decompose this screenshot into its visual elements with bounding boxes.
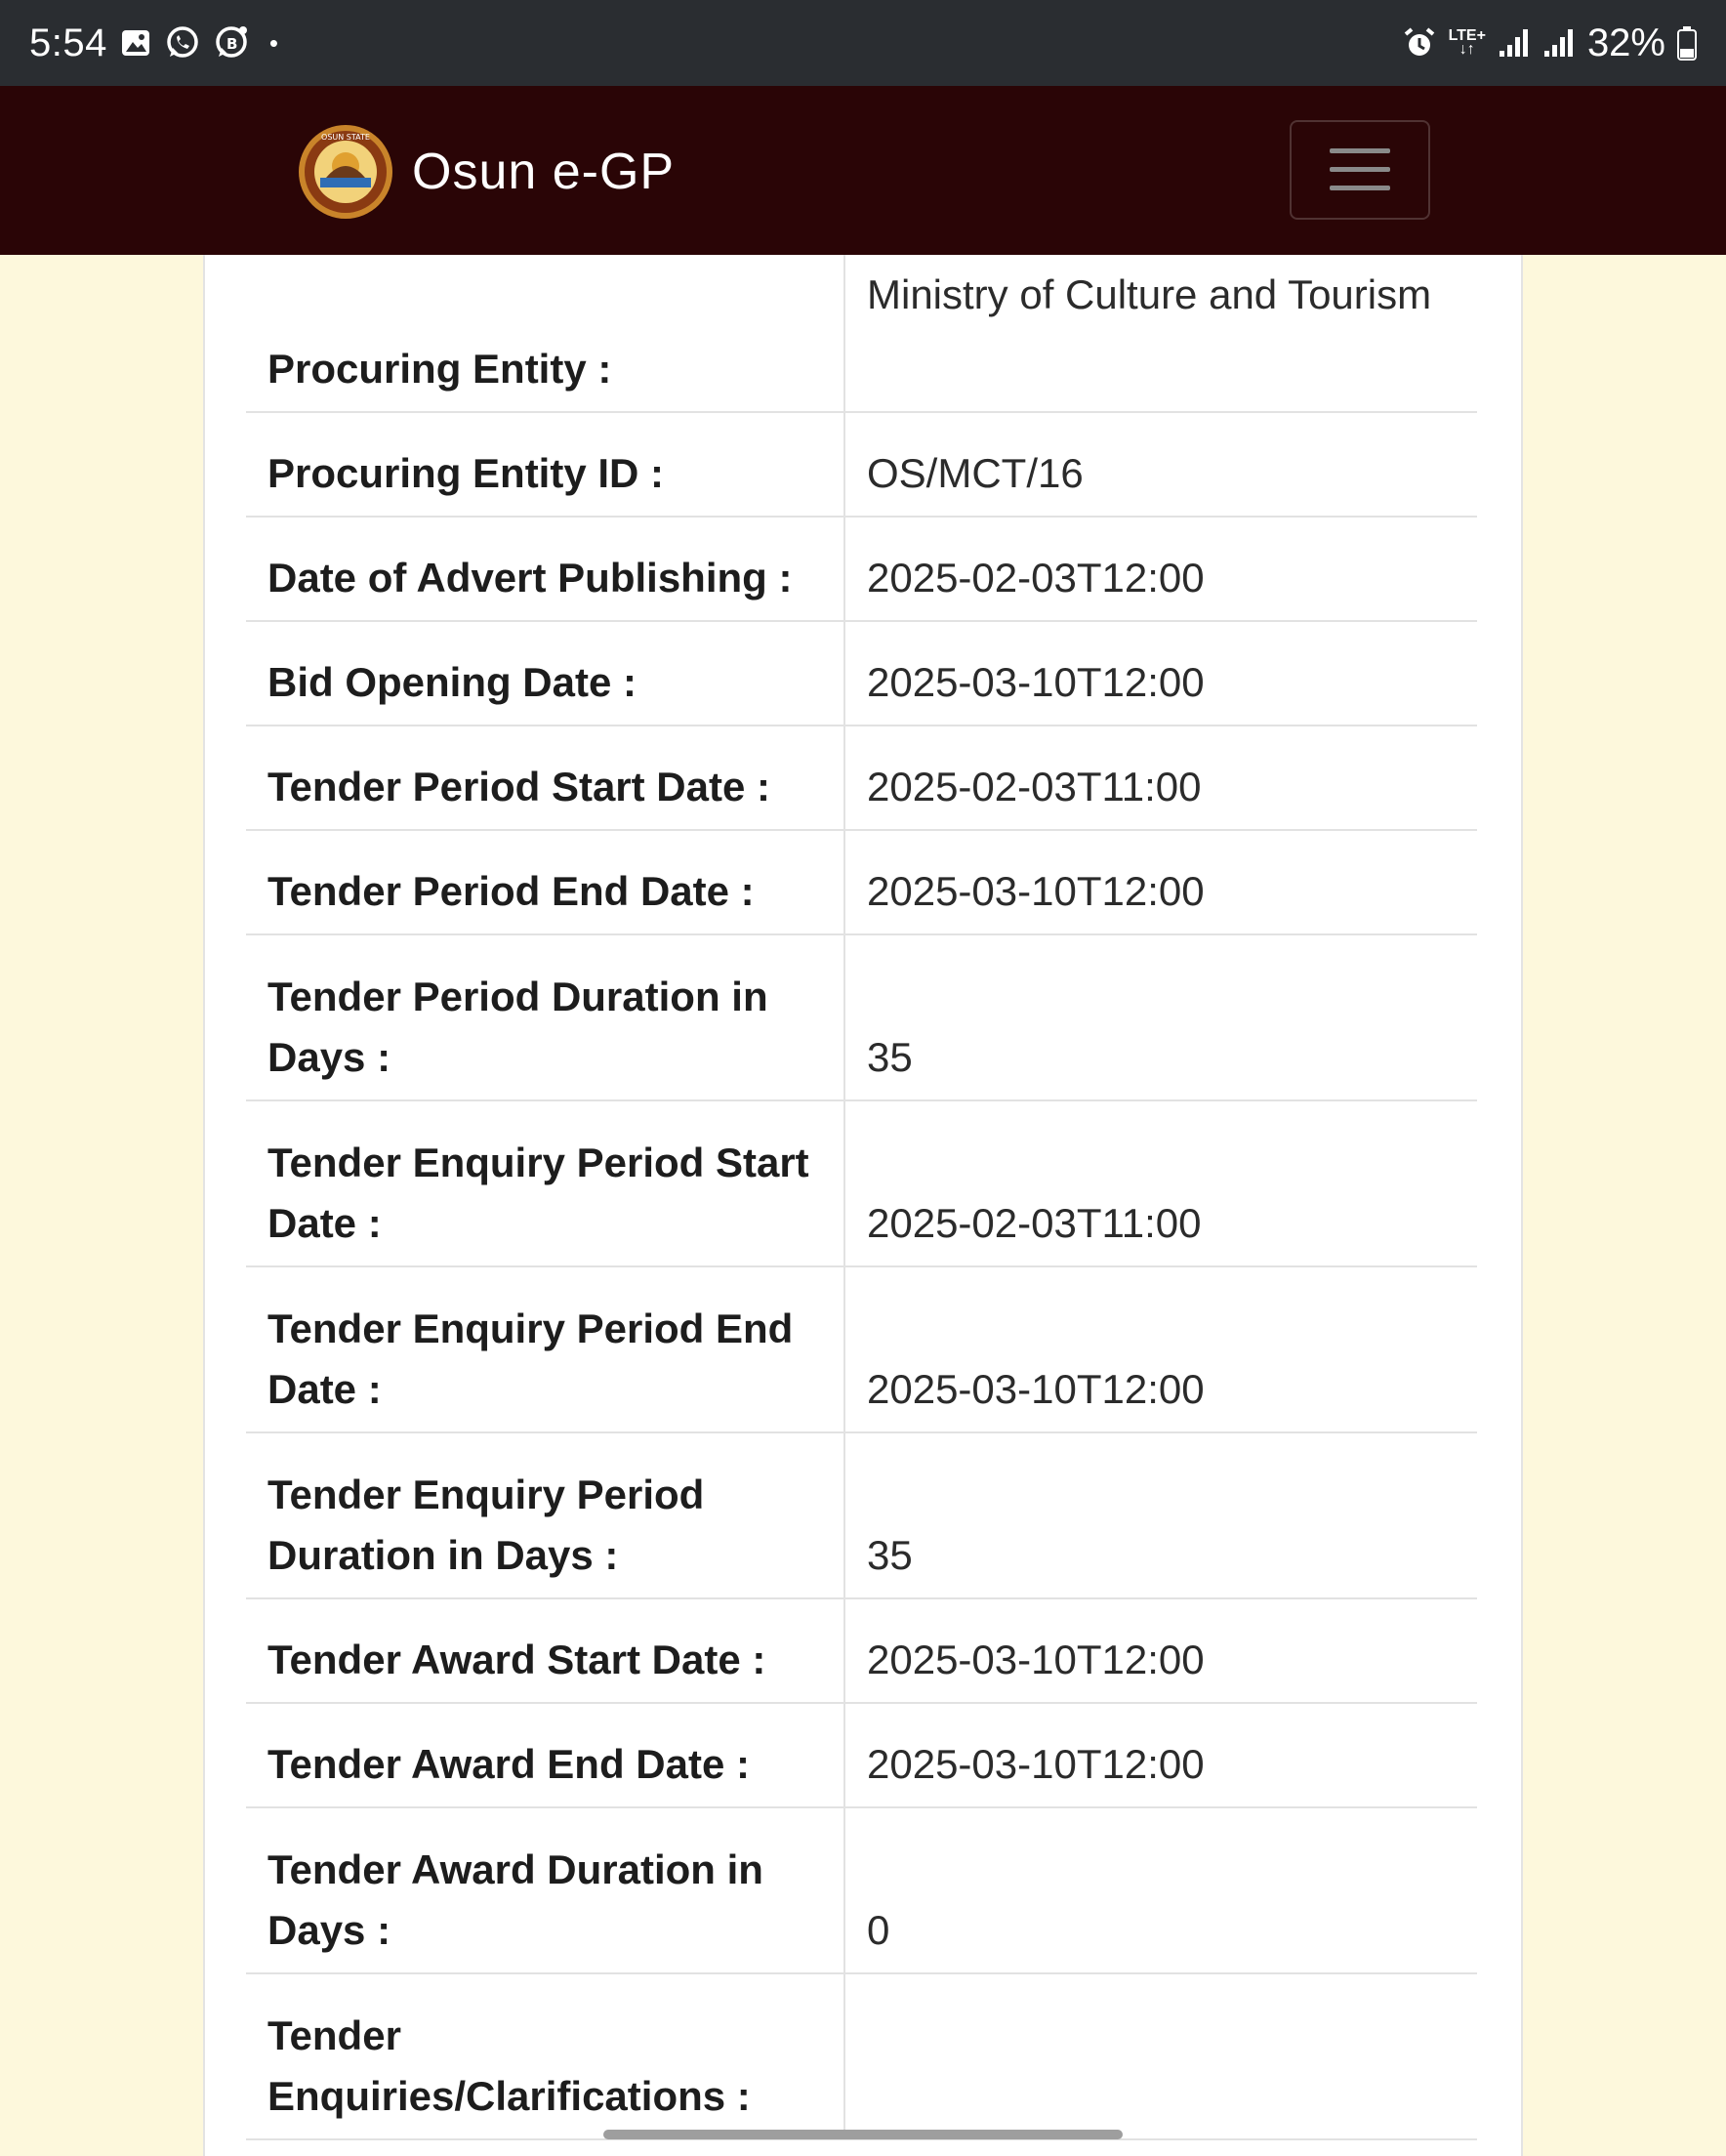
row-label: Tender Period Start Date : (246, 726, 844, 830)
table-row (246, 1807, 1477, 1973)
tender-details-table (246, 255, 1477, 2140)
row-label: Date of Advert Publishing : (246, 517, 844, 621)
row-value: 2025-02-03T11:00 (844, 1100, 1477, 1266)
whatsapp-icon (164, 24, 201, 62)
details-card (203, 255, 1523, 2156)
osun-state-logo (297, 123, 394, 221)
row-value (844, 1973, 1477, 2139)
table-row (246, 1432, 1477, 1598)
row-value: 0 (844, 1807, 1477, 1973)
table-row (246, 621, 1477, 726)
row-label: Tender Enquiry Period End Date : (246, 1266, 844, 1432)
whatsapp-business-icon (213, 24, 250, 62)
hamburger-icon (1328, 145, 1392, 194)
table-row (246, 726, 1477, 830)
network-label: LTE+ (1448, 27, 1486, 44)
table-row (246, 517, 1477, 621)
row-value: 2025-03-10T12:00 (844, 1703, 1477, 1807)
table-row (246, 1100, 1477, 1266)
brand-link[interactable] (297, 123, 675, 221)
signal-icon (1542, 27, 1576, 59)
row-value: 35 (844, 1432, 1477, 1598)
table-row (246, 1703, 1477, 1807)
row-label: Tender Enquiry Period Start Date : (246, 1100, 844, 1266)
row-value: 2025-03-10T12:00 (844, 621, 1477, 726)
gallery-icon (119, 26, 152, 60)
row-value: Ministry of Culture and Tourism (844, 255, 1477, 412)
table-row (246, 1973, 1477, 2139)
row-value: OS/MCT/16 (844, 412, 1477, 517)
table-row (246, 255, 1477, 412)
row-label: Bid Opening Date : (246, 621, 844, 726)
row-label: Tender Enquiries/Clarifications : (246, 1973, 844, 2139)
battery-icon (1677, 25, 1697, 61)
table-row (246, 934, 1477, 1100)
status-bar-left (29, 21, 278, 65)
row-label: Procuring Entity ID : (246, 412, 844, 517)
status-time: 5:54 (29, 21, 107, 64)
table-row (246, 1266, 1477, 1432)
row-label: Tender Award End Date : (246, 1703, 844, 1807)
row-label: Tender Award Start Date : (246, 1598, 844, 1703)
notification-dot: • (268, 27, 278, 58)
row-label: Tender Period Duration in Days : (246, 934, 844, 1100)
row-label: Procuring Entity : (246, 255, 844, 412)
row-label: Tender Period End Date : (246, 830, 844, 934)
logo-text: OSUN STATE (321, 133, 370, 142)
row-label: Tender Enquiry Period Duration in Days : (246, 1432, 844, 1598)
row-value: 35 (844, 934, 1477, 1100)
battery-percent: 32% (1586, 21, 1665, 64)
row-value: 2025-03-10T12:00 (844, 1598, 1477, 1703)
network-type: LTE+ ↓↑ (1448, 27, 1486, 58)
table-row (246, 412, 1477, 517)
row-label: Tender Award Duration in Days : (246, 1807, 844, 1973)
row-value: 2025-03-10T12:00 (844, 830, 1477, 934)
status-bar-right (1402, 21, 1697, 65)
alarm-icon (1402, 25, 1437, 61)
scrollbar[interactable] (603, 2130, 1123, 2139)
table-row (246, 1598, 1477, 1703)
row-value: 2025-03-10T12:00 (844, 1266, 1477, 1432)
row-value: 2025-02-03T12:00 (844, 517, 1477, 621)
menu-toggle-button[interactable] (1290, 120, 1430, 220)
status-bar (0, 0, 1726, 86)
brand-name: Osun e-GP (412, 144, 676, 200)
navbar (0, 86, 1726, 255)
svg-text:B: B (226, 35, 238, 53)
row-value: 2025-02-03T11:00 (844, 726, 1477, 830)
signal-icon (1498, 27, 1531, 59)
table-row (246, 830, 1477, 934)
